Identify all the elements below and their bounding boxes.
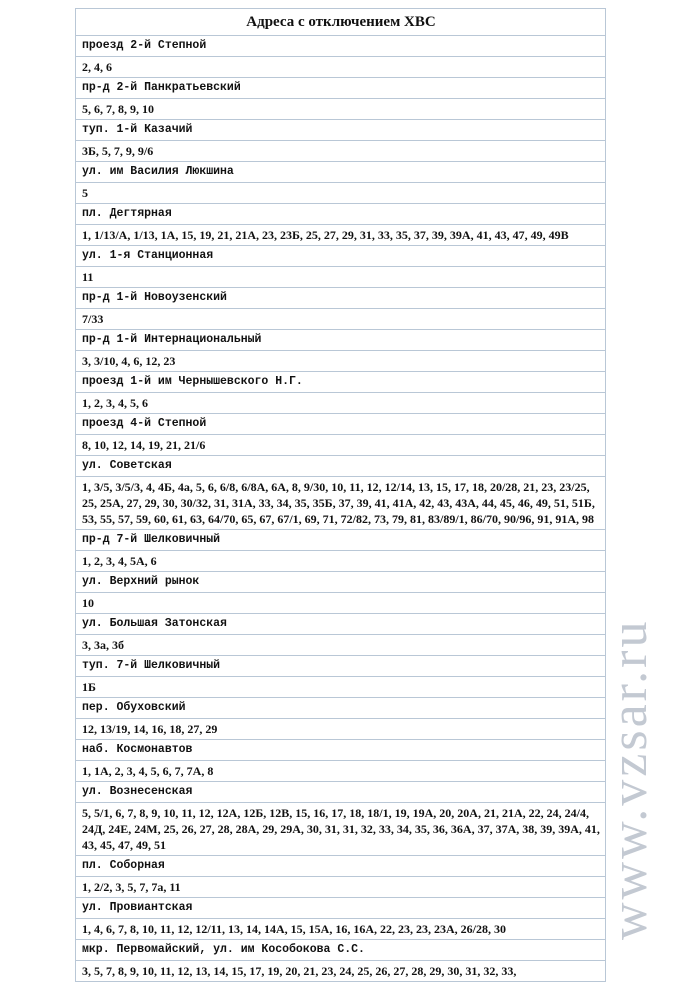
site-watermark: [600, 610, 660, 940]
house-numbers: 8, 10, 12, 14, 19, 21, 21/6: [76, 435, 606, 456]
house-numbers: 3Б, 5, 7, 9, 9/6: [76, 141, 606, 162]
street-name: ул. им Василия Люкшина: [76, 162, 606, 183]
street-name: наб. Космонавтов: [76, 740, 606, 761]
houses-row: [76, 393, 606, 414]
houses-row: [76, 719, 606, 740]
house-numbers: 5, 5/1, 6, 7, 8, 9, 10, 11, 12, 12А, 12Б, 12В, 15, 16, 17, 18, 18/1, 19, 19А, 20, 20А, 21, 21А, 22, 24, 24/4, 24Д, 24Е, 24М, 25, 26, 27, 28, 28А, 29, 29А, 30, 31, 31, 32, 33, 34, 35, 36, 36А, 37, 37А, 38, 39, 39А, 41, 43, 45, 47, 49, 51: [76, 803, 606, 856]
houses-row: [76, 477, 606, 530]
house-numbers: 12, 13/19, 14, 16, 18, 27, 29: [76, 719, 606, 740]
street-row: [76, 372, 606, 393]
houses-row: [76, 919, 606, 940]
street-row: [76, 740, 606, 761]
house-numbers: 7/33: [76, 309, 606, 330]
street-row: [76, 856, 606, 877]
addresses-table: [75, 8, 606, 982]
street-row: [76, 246, 606, 267]
street-row: [76, 656, 606, 677]
houses-row: [76, 635, 606, 656]
street-row: [76, 204, 606, 225]
street-name: туп. 7-й Шелковичный: [76, 656, 606, 677]
houses-row: [76, 551, 606, 572]
street-name: пл. Дегтярная: [76, 204, 606, 225]
houses-row: [76, 761, 606, 782]
street-row: [76, 414, 606, 435]
street-name: пр-д 1-й Интернациональный: [76, 330, 606, 351]
house-numbers: 1Б: [76, 677, 606, 698]
house-numbers: 3, 3/10, 4, 6, 12, 23: [76, 351, 606, 372]
house-numbers: 5, 6, 7, 8, 9, 10: [76, 99, 606, 120]
houses-row: [76, 57, 606, 78]
street-row: [76, 456, 606, 477]
houses-row: [76, 435, 606, 456]
house-numbers: 1, 1/13/А, 1/13, 1А, 15, 19, 21, 21А, 23, 23Б, 25, 27, 29, 31, 33, 35, 37, 39, 39А, 41, 43, 47, 49, 49В: [76, 225, 606, 246]
houses-row: [76, 961, 606, 982]
watermark-text: www.vzsar.ru: [601, 618, 658, 940]
house-numbers: 10: [76, 593, 606, 614]
street-row: [76, 572, 606, 593]
street-name: проезд 1-й им Чернышевского Н.Г.: [76, 372, 606, 393]
street-name: проезд 2-й Степной: [76, 36, 606, 57]
addresses-table-body: [76, 9, 606, 982]
houses-row: [76, 99, 606, 120]
street-name: ул. Вознесенская: [76, 782, 606, 803]
houses-row: [76, 593, 606, 614]
street-name: ул. Провиантская: [76, 898, 606, 919]
house-numbers: 1, 1А, 2, 3, 4, 5, 6, 7, 7А, 8: [76, 761, 606, 782]
house-numbers: 11: [76, 267, 606, 288]
street-row: [76, 330, 606, 351]
street-row: [76, 530, 606, 551]
street-name: ул. Большая Затонская: [76, 614, 606, 635]
street-name: ул. 1-я Станционная: [76, 246, 606, 267]
street-name: пер. Обуховский: [76, 698, 606, 719]
street-name: ул. Верхний рынок: [76, 572, 606, 593]
street-row: [76, 614, 606, 635]
house-numbers: 1, 2/2, 3, 5, 7, 7а, 11: [76, 877, 606, 898]
houses-row: [76, 183, 606, 204]
house-numbers: 2, 4, 6: [76, 57, 606, 78]
street-name: пр-д 2-й Панкратьевский: [76, 78, 606, 99]
houses-row: [76, 877, 606, 898]
houses-row: [76, 309, 606, 330]
street-name: пр-д 1-й Новоузенский: [76, 288, 606, 309]
street-row: [76, 288, 606, 309]
title-row: [76, 9, 606, 36]
houses-row: [76, 803, 606, 856]
houses-row: [76, 677, 606, 698]
street-row: [76, 782, 606, 803]
house-numbers: 1, 4, 6, 7, 8, 10, 11, 12, 12/11, 13, 14, 14А, 15, 15А, 16, 16А, 22, 23, 23, 23А, 26/28, 30: [76, 919, 606, 940]
street-row: [76, 898, 606, 919]
street-name: мкр. Первомайский, ул. им Кособокова С.С.: [76, 940, 606, 961]
street-row: [76, 120, 606, 141]
street-row: [76, 162, 606, 183]
house-numbers: 3, 5, 7, 8, 9, 10, 11, 12, 13, 14, 15, 17, 19, 20, 21, 23, 24, 25, 26, 27, 28, 29, 30, 31, 32, 33,: [76, 961, 606, 982]
house-numbers: 3, 3а, 3б: [76, 635, 606, 656]
street-name: пр-д 7-й Шелковичный: [76, 530, 606, 551]
house-numbers: 1, 3/5, 3/5/3, 4, 4Б, 4а, 5, 6, 6/8, 6/8А, 6А, 8, 9/30, 10, 11, 12, 12/14, 13, 15, 17, 18, 20/28, 21, 23, 23/25, 25, 25А, 27, 29, 30, 30/32, 31, 31А, 33, 34, 35, 35Б, 37, 39, 41, 41А, 42, 43, 43А, 44, 45, 46, 49, 51, 51Б, 53, 55, 57, 59, 60, 61, 63, 64/70, 65, 67, 67/1, 69, 71, 72/82, 73, 79, 81, 83/89/1, 86/70, 90/96, 91, 91А, 98: [76, 477, 606, 530]
house-numbers: 5: [76, 183, 606, 204]
house-numbers: 1, 2, 3, 4, 5А, 6: [76, 551, 606, 572]
street-row: [76, 36, 606, 57]
street-name: пл. Соборная: [76, 856, 606, 877]
street-row: [76, 698, 606, 719]
street-row: [76, 78, 606, 99]
houses-row: [76, 225, 606, 246]
street-row: [76, 940, 606, 961]
street-name: проезд 4-й Степной: [76, 414, 606, 435]
street-name: туп. 1-й Казачий: [76, 120, 606, 141]
houses-row: [76, 351, 606, 372]
document-title: Адреса с отключением ХВС: [76, 9, 606, 36]
street-name: ул. Советская: [76, 456, 606, 477]
houses-row: [76, 267, 606, 288]
houses-row: [76, 141, 606, 162]
house-numbers: 1, 2, 3, 4, 5, 6: [76, 393, 606, 414]
